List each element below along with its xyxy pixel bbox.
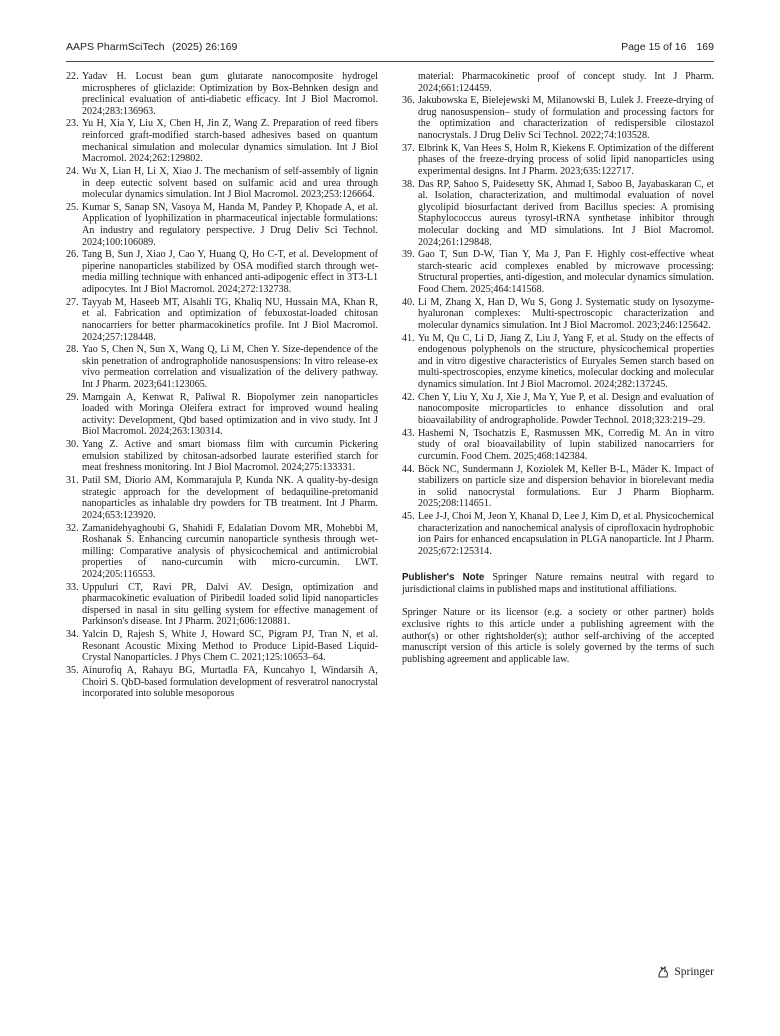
- reference-text: Das RP, Sahoo S, Paidesetty SK, Ahmad I, Saboo B, Jayabaskaran C, et al. Isolation, characterization, and multimodal evaluation of novel glycolipid biosurfactant derived from Bacillus species: A promising Staphylococcus aureus tyrosyl-tRNA synthetase inhibitor through molecular docking and MD simulations. Int J Biol Macromol. 2024;261:129848.: [418, 178, 714, 248]
- reference-item: [66, 166, 378, 201]
- rights-statement: Springer Nature or its licensor (e.g. a society or other partner) holds exclusive rights to this article under a publishing agreement with the author(s) or other rightsholder(s); author self-archiving of the accepted manuscript version of this article is solely governed by the terms of such publishing agreement and applicable law.: [402, 607, 714, 665]
- reference-item: [66, 629, 378, 664]
- reference-text: Jakubowska E, Bielejewski M, Milanowski B, Lulek J. Freeze-drying of drug nanosuspension– study of formulation and processing factors for the optimization and characterization of redispersible cilostazol nanocrystals. J Drug Deliv Sci Technol. 2022;74:103528.: [418, 95, 714, 142]
- reference-text: Lee J-J, Choi M, Jeon Y, Khanal D, Lee J, Kim D, et al. Physicochemical characterization and nanochemical analysis of ciprofloxacin hydrophobic ion Pairs for enhanced encapsulation in PLGA nanoparticle. Int J Pharm. 2025;672:125314.: [418, 511, 714, 557]
- reference-number: 44.: [402, 463, 415, 475]
- right-column: [402, 71, 714, 677]
- springer-logo: [656, 963, 714, 981]
- reference-text: Elbrink K, Van Hees S, Holm R, Kiekens F. Optimization of the different phases of the freeze-drying process of solid lipid nanoparticles using experimental designs. Int J Pharm. 2023;635:122717.: [418, 142, 714, 177]
- reference-text: Mamgain A, Kenwat R, Paliwal R. Biopolymer zein nanoparticles loaded with Moringa Oleifera extract for improved wound healing activity: Development, Qbd based optimization and in vivo study. Int J Biol Macromol. 2024;263:130314.: [82, 391, 378, 438]
- reference-item: [402, 95, 714, 141]
- reference-item: [402, 392, 714, 427]
- reference-number: 27.: [66, 296, 79, 308]
- springer-logo-text: Springer: [674, 966, 714, 978]
- reference-item: [66, 475, 378, 521]
- reference-text: Kumar S, Sanap SN, Vasoya M, Handa M, Pandey P, Khopade A, et al. Application of lyophilization in pharmaceutical injectable formulations: An industry and regulatory perspective. J Drug Deliv Sci Technol. 2024;100:106089.: [82, 201, 378, 248]
- reference-number: 30.: [66, 439, 79, 451]
- springer-horse-icon: [656, 965, 670, 979]
- reference-number: 37.: [402, 142, 415, 154]
- reference-text: Wu X, Lian H, Li X, Xiao J. The mechanism of self-assembly of lignin in deep eutectic solvent based on sulfamic acid and urea through molecular dynamics simulation. Int J Biol Macromol. 2023;253:126664.: [82, 165, 378, 201]
- reference-number: 33.: [66, 581, 79, 593]
- reference-text: Zamanidehyaghoubi G, Shahidi F, Edalatian Dovom MR, Mohebbi M, Roshanak S. Enhancing curcumin nanoparticle synthesis through wet-milling: Comparative analysis of physicochemical and antimicrobial properties of nano-curcumin with micro-curcumin. LWT. 2024;205:116553.: [82, 522, 378, 580]
- reference-number: 36.: [402, 95, 415, 107]
- reference-number: 45.: [402, 511, 415, 523]
- reference-continuation: [402, 71, 714, 94]
- reference-item: [66, 249, 378, 295]
- reference-text: Yang Z. Active and smart biomass film with curcumin Pickering emulsion stabilized by chitosan-adsorbed laurate esterified starch for meat freshness monitoring. Int J Biol Macromol. 2024;275:133331.: [82, 439, 378, 474]
- reference-text: Chen Y, Liu Y, Xu J, Xie J, Ma Y, Yue P, et al. Design and evaluation of nanocomposite microparticles to enhance dissolution and oral bioavailability of andrographolide. Powder Technol. 2018;323:219–29.: [418, 391, 714, 426]
- reference-text: Yalcin D, Rajesh S, White J, Howard SC, Pigram PJ, Tran N, et al. Resonant Acoustic Mixing Method to Produce Lipid-Based Liquid-Crystal Nanoparticles. J Phys Chem C. 2021;125:10653–64.: [82, 629, 378, 664]
- reference-number: 25.: [66, 201, 79, 213]
- reference-number: 40.: [402, 296, 415, 308]
- reference-number: 22.: [66, 71, 79, 82]
- reference-text: Patil SM, Diorio AM, Kommarajula P, Kunda NK. A quality-by-design strategic approach for the development of bedaquiline-pretomanid nanoparticles as inhalable dry powders for TB treatment. Int J Pharm. 2024;653:123920.: [82, 475, 378, 521]
- header-rule: [66, 61, 714, 62]
- reference-item: [66, 523, 378, 581]
- reference-item: [402, 143, 714, 178]
- reference-number: 26.: [66, 249, 79, 261]
- left-column: [66, 71, 378, 701]
- journal-name: AAPS PharmSciTech: [66, 41, 165, 53]
- reference-item: [402, 333, 714, 391]
- reference-item: [66, 202, 378, 248]
- reference-number: 24.: [66, 165, 79, 177]
- reference-number: 28.: [66, 344, 79, 356]
- reference-number: 38.: [402, 178, 415, 190]
- reference-text: Hashemi N, Tsochatzis E, Rasmussen MK, Corredig M. An in vitro study of oral bioavailability of lupin stabilized nanocarriers for curcumin. Food Chem. 2025;468:142384.: [418, 427, 714, 462]
- page-of: Page 15 of 16: [621, 41, 687, 53]
- reference-text: Uppuluri CT, Ravi PR, Dalvi AV. Design, optimization and pharmacokinetic evaluation of Piribedil loaded solid lipid nanoparticles dispersed in nasal in situ gelling system for effective management of Parkinson's disease. Int J Pharm. 2021;606:120881.: [82, 581, 378, 628]
- reference-item: [402, 511, 714, 557]
- reference-text: Yao S, Chen N, Sun X, Wang Q, Li M, Chen Y. Size-dependence of the skin penetration of andrographolide nanosuspensions: In vitro release-ex vivo permeation correlation and visualization of the delivery pathway. Int J Pharm. 2023;641:123065.: [82, 344, 378, 390]
- reference-list: [402, 95, 714, 557]
- reference-text: Gao T, Sun D-W, Tian Y, Ma J, Pan F. Highly cost-effective wheat starch-stearic acid complexes enabled by microwave processing: Structural properties, anti-digestion, and molecular dynamics simulation. Food Chem. 2025;464:141568.: [418, 249, 714, 296]
- reference-number: 41.: [402, 332, 415, 344]
- reference-number: 34.: [66, 629, 79, 641]
- publishers-note: [402, 572, 714, 595]
- publishers-note-heading: Publisher's Note: [402, 572, 485, 584]
- reference-item: [402, 179, 714, 248]
- reference-item: [402, 464, 714, 510]
- reference-item: [402, 428, 714, 463]
- reference-text: Ainurofiq A, Rahayu BG, Murtadla FA, Kuncahyo I, Windarsih A, Choiri S. QbD-based formulation development of resveratrol nanocrystal incorporated into soluble mesoporous: [82, 665, 378, 700]
- reference-text: Tayyab M, Haseeb MT, Alsahli TG, Khaliq NU, Hussain MA, Khan R, et al. Fabrication and optimization of febuxostat-loaded chitosan nanocarriers for better pharmacokinetics profile. Int J Biol Macromol. 2024;257:128448.: [82, 296, 378, 343]
- reference-item: [66, 71, 378, 117]
- reference-text: material: Pharmacokinetic proof of concept study. Int J Pharm. 2024;661:124459.: [418, 71, 714, 94]
- reference-text: Li M, Zhang X, Han D, Wu S, Gong J. Systematic study on lysozyme-hyaluronan complexes: Multi-spectroscopic characterization and molecular dynamics simulation. Int J Biol Macromol. 2023;246:125642.: [418, 296, 714, 331]
- reference-text: Yu H, Xia Y, Liu X, Chen H, Jin Z, Wang Z. Preparation of reed fibers reinforced graft-modified starch-based adhesives based on quantum mechanical simulation and molecular dynamics simulation. Int J Biol Macromol. 2024;262:129802.: [82, 118, 378, 165]
- reference-text: Yu M, Qu C, Li D, Jiang Z, Liu J, Yang F, et al. Study on the effects of endogenous polyphenols on the structure, physicochemical properties and in vitro digestive characteristics of Euryales Semen starch based on multi-spectroscopies, enzyme kinetics, molecular docking and molecular dynamics simulation. Int J Biol Macromol. 2024;282:137245.: [418, 332, 714, 390]
- publisher-notes: [402, 572, 714, 665]
- reference-item: [66, 344, 378, 390]
- reference-item: [66, 582, 378, 628]
- reference-number: 35.: [66, 665, 79, 677]
- reference-number: 32.: [66, 522, 79, 534]
- reference-text: Böck NC, Sundermann J, Koziolek M, Keller B-L, Mäder K. Impact of stabilizers on particle size and dispersion behavior in biorelevant media in solid nanocrystal formulations. Eur J Pharm Biopharm. 2025;208:114651.: [418, 463, 714, 510]
- reference-item: [66, 665, 378, 700]
- reference-number: 39.: [402, 249, 415, 261]
- reference-item: [66, 118, 378, 164]
- page-header: [66, 39, 714, 57]
- reference-item: [402, 249, 714, 295]
- reference-text: Tang B, Sun J, Xiao J, Cao Y, Huang Q, Ho C-T, et al. Development of piperine nanoparticles stabilized by OSA modified starch through wet-media milling technique with enhanced anti-adipogenic effect in 3T3-L1 adipocytes. Int J Biol Macromol. 2024;272:132738.: [82, 249, 378, 296]
- reference-number: 43.: [402, 427, 415, 439]
- page-number: 169: [696, 41, 714, 53]
- reference-number: 31.: [66, 475, 79, 487]
- reference-number: 42.: [402, 391, 415, 403]
- reference-item: [402, 297, 714, 332]
- reference-item: [66, 297, 378, 343]
- reference-number: 23.: [66, 118, 79, 130]
- reference-number: 29.: [66, 391, 79, 403]
- reference-item: [66, 392, 378, 438]
- volume-info: (2025) 26:169: [172, 41, 238, 53]
- publishers-note-text: Springer Nature remains neutral with regard to jurisdictional claims in published maps and institutional affiliations.: [402, 572, 714, 595]
- reference-text: Yadav H. Locust bean gum glutarate nanocomposite hydrogel microspheres of gliclazide: Optimization by Box-Behnken design and preclinical evaluation of anti-diabetic efficacy. Int J Biol Macromol. 2024;283:136963.: [82, 71, 378, 117]
- page-info: [611, 41, 714, 53]
- reference-item: [66, 439, 378, 474]
